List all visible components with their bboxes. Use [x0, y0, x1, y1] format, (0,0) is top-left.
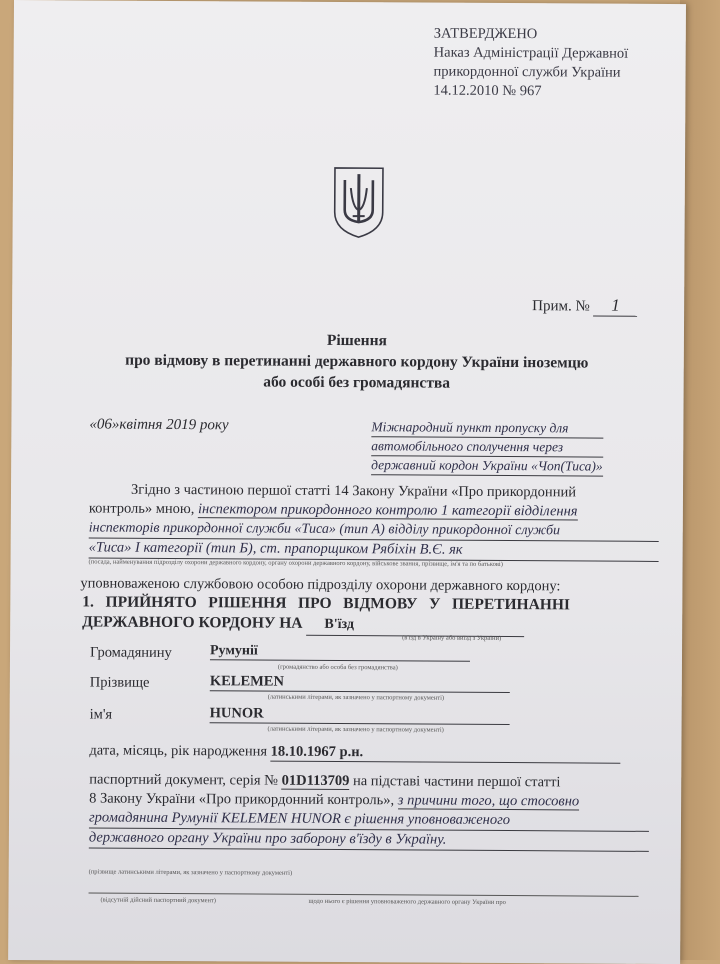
checkpoint-line-3: державний кордон України «Чоп(Тиса)»: [371, 456, 603, 476]
direction-hint: (в'їзд в Україну або виїзд з України): [402, 634, 502, 642]
decision-line-1: 1. ПРИЙНЯТО РІШЕННЯ ПРО ВІДМОВУ У ПЕРЕТИНАННІ: [82, 593, 571, 614]
passport-paragraph: [89, 770, 649, 851]
footer-hint-2-left: (відсутній дійсний паспортний документ): [100, 896, 217, 905]
passport-suffix: на підставі частини першої статті: [352, 773, 561, 791]
title-main: Рішення: [326, 331, 387, 350]
title-subtitle-2: або особі без громадянства: [263, 373, 451, 392]
trident-emblem-icon: [331, 164, 387, 245]
checkpoint-line-1: Міжнародний пункт пропуску для: [371, 418, 603, 438]
reason-start: з причини того, що стосовно: [397, 792, 580, 810]
officer-hint: (посада, найменування підрозділу охорони державного кордону, органу охорони державного кордону, військове звання, прізвище, ім'я та по батькові): [88, 558, 503, 568]
checkpoint-line-2: автомобільного сполучення через: [371, 437, 603, 457]
surname-hint: (латинськими літерами, як зазначено у паспортному документі): [267, 693, 445, 702]
footer-hint-1: (прізвище латинськими літерами, як зазначено у паспортному документі): [88, 868, 293, 877]
document-page: [8, 0, 686, 964]
intro-line-2-prefix: контроль» мною,: [88, 500, 195, 518]
surname-label: Прізвище: [89, 674, 150, 691]
decision-line-2: ДЕРЖАВНОГО КОРДОНУ НА: [82, 613, 303, 632]
decision-heading: [82, 592, 662, 638]
officer-unit: інспекторів прикордонної служби «Тиса» (тип А) відділу прикордонної служби: [89, 518, 659, 541]
copy-number-value: 1: [593, 296, 637, 317]
copy-number: [532, 295, 638, 317]
passport-line-2: 8 Закону України «Про прикордонний контроль»,: [89, 790, 395, 809]
name-hint: (латинськими літерами, як зазначено у паспортному документі): [267, 725, 444, 734]
footer-hint-2-right: щодо нього є рішення уповноваженого державного органу України про: [308, 897, 506, 907]
reason-line-1: громадянина Румунії KELEMEN HUNOR є рішення уповноваженого: [89, 808, 649, 831]
approval-order: Наказ Адміністрації Державної: [433, 44, 629, 62]
decision-date: «06»квітня 2019 року: [89, 416, 229, 434]
table-surface: [680, 0, 720, 960]
intro-line-1: Згідно з частиною першої статті 14 Закону України «Про прикордонний: [130, 481, 577, 501]
approval-title: ЗАТВЕРДЖЕНО: [433, 25, 538, 43]
officer-name: «Тиса» І категорії (тип Б), ст. прапорщиком Рябіхін В.Є. як: [89, 538, 659, 561]
approval-date: 14.12.2010 № 967: [433, 82, 542, 100]
name-label: ім'я: [89, 706, 113, 723]
passport-no-label: №: [264, 772, 279, 789]
title-subtitle-1: про відмову в перетинанні державного кордону України іноземцю: [125, 351, 589, 372]
citizen-value: Румунії: [210, 643, 470, 662]
citizen-label: Громадянину: [89, 644, 172, 661]
reason-line-2: державного органу України про заборону в'їзду в Україну.: [89, 828, 649, 851]
approval-block: [433, 25, 628, 102]
dob-row: [89, 742, 620, 763]
surname-value: KELEMEN: [210, 673, 510, 693]
passport-number: 01D113709: [281, 772, 350, 790]
approval-agency: прикордонної служби України: [433, 63, 621, 81]
checkpoint-block: [371, 418, 603, 476]
intro-line-5: уповноваженою службовою особою підрозділу охорони державного кордону:: [80, 575, 561, 595]
citizen-hint: (громадянство або особа без громадянства): [277, 663, 398, 672]
officer-position: інспектором прикордонного контролю 1 категорії відділення: [197, 501, 578, 520]
decision-direction: В'їзд: [306, 615, 524, 637]
copy-number-label: Прим. №: [532, 298, 590, 315]
dob-label: дата, місяць, рік народження: [89, 742, 268, 760]
passport-prefix: паспортний документ, серія: [89, 771, 261, 789]
dob-value: 18.10.1967 р.н.: [271, 744, 621, 764]
document-title: [42, 328, 672, 395]
name-value: HUNOR: [210, 705, 510, 725]
intro-paragraph: [80, 480, 659, 596]
